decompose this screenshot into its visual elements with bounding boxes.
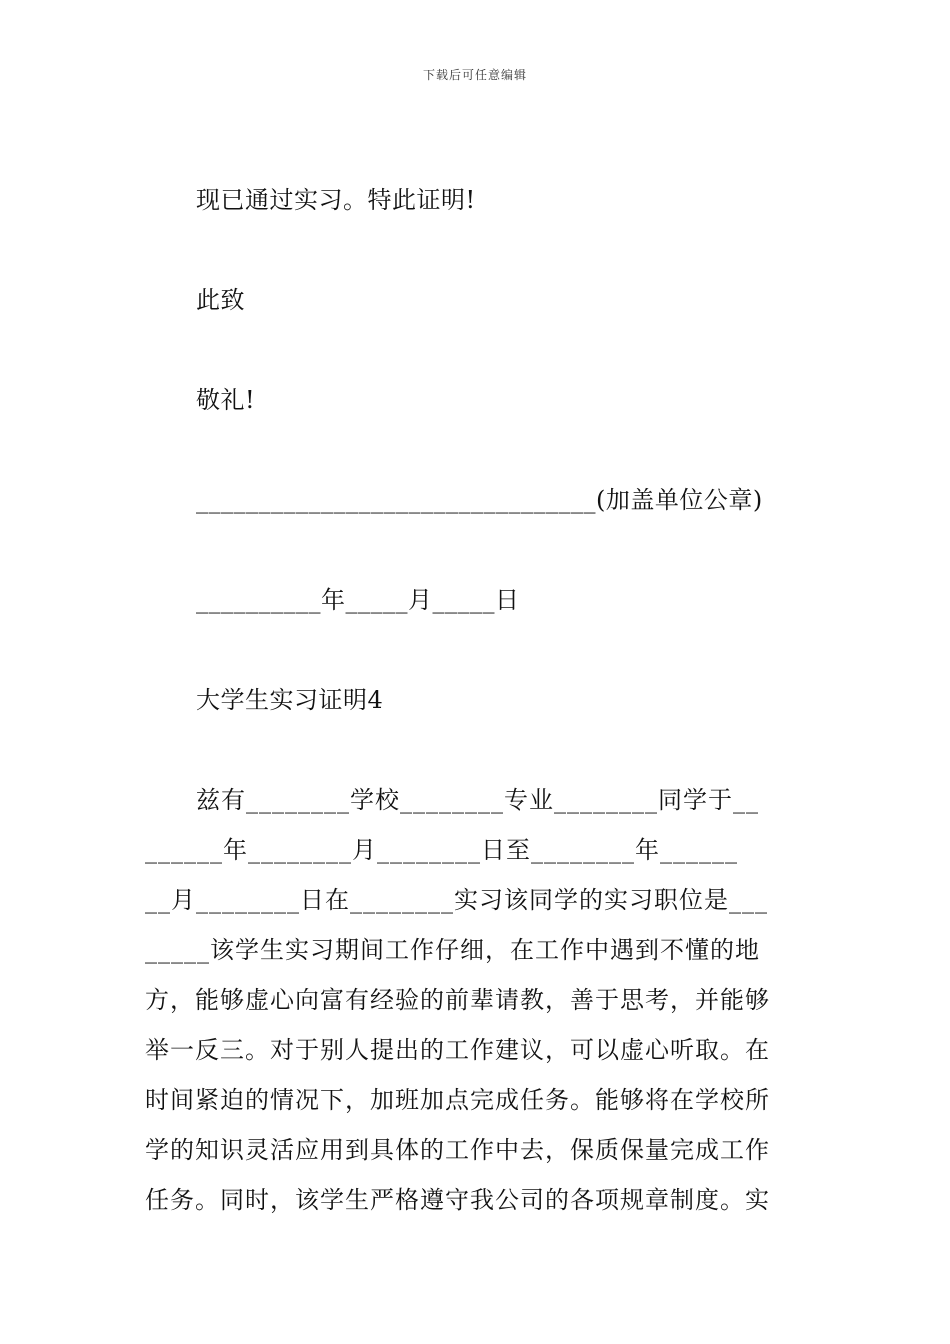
date-line: __________年_____月_____日 (196, 586, 520, 614)
certificate-paragraph (145, 775, 805, 1225)
page-header: 下载后可任意编辑 (422, 68, 527, 82)
paragraph-line: 兹有________学校________专业________同学于__ (196, 786, 759, 814)
section-title: 大学生实习证明4 (196, 686, 384, 714)
paragraph-line: ______年________月________日至________年______ (145, 836, 738, 864)
paragraph-line: 任务。同时，该学生严格遵守我公司的各项规章制度。实 (145, 1186, 770, 1214)
paragraph-line: 方，能够虚心向富有经验的前辈请教，善于思考，并能够 (145, 986, 770, 1014)
closing-regards: 敬礼! (196, 386, 256, 414)
paragraph-line: 举一反三。对于别人提出的工作建议，可以虚心听取。在 (145, 1036, 770, 1064)
certification-statement: 现已通过实习。特此证明! (196, 186, 476, 214)
paragraph-line: __月________日在________实习该同学的实习职位是___ (145, 886, 768, 914)
seal-signature-line: ________________________________(加盖单位公章) (196, 486, 763, 514)
closing-salutation: 此致 (196, 286, 245, 314)
paragraph-line: _____该学生实习期间工作仔细，在工作中遇到不懂的地 (145, 936, 760, 964)
paragraph-line: 时间紧迫的情况下，加班加点完成任务。能够将在学校所 (145, 1086, 770, 1114)
paragraph-line: 学的知识灵活应用到具体的工作中去，保质保量完成工作 (145, 1136, 770, 1164)
